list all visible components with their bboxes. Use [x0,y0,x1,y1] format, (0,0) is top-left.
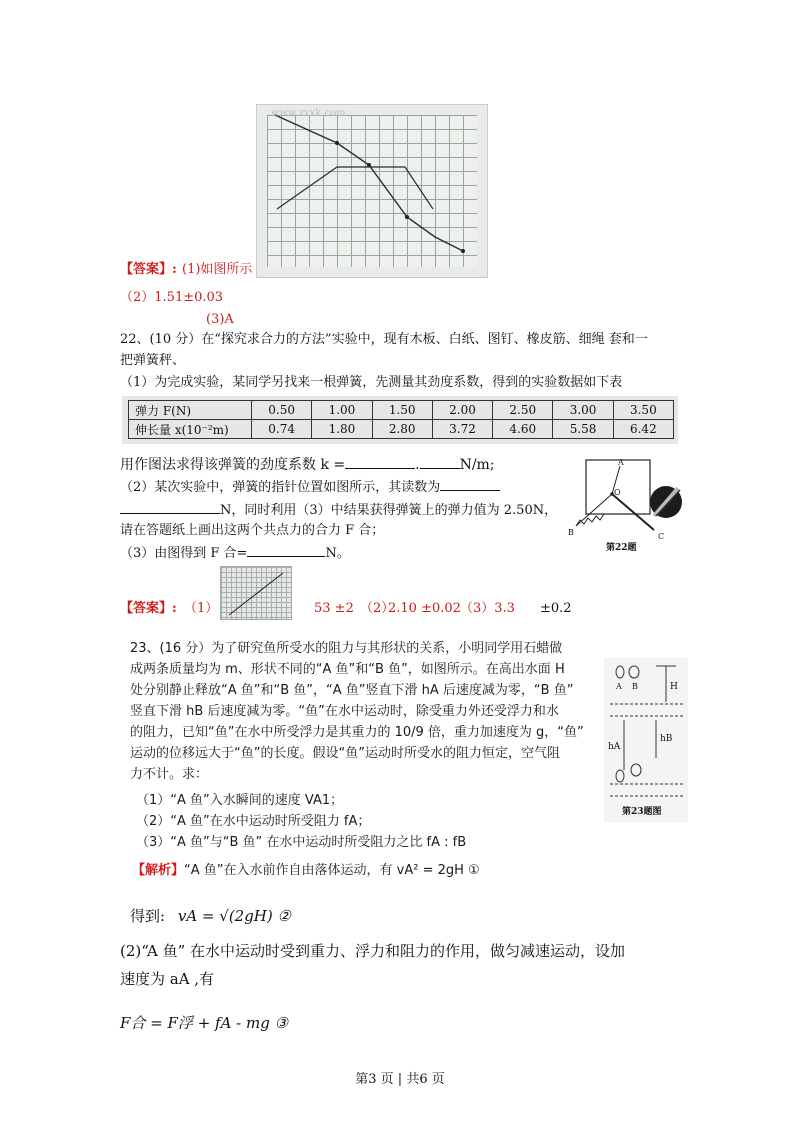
table-cell: 3.72 [432,420,492,439]
q23-line: 成两条质量均为 m、形状不同的“A 鱼”和“B 鱼”，如图所示。在高出水面 H [130,662,565,677]
q23-result [130,903,291,929]
q22-fig-label-b: B [568,528,574,537]
q23-fig-label-h: H [670,682,678,692]
q22-answer-graph-line [221,567,291,619]
q22-header: 22、(10 分）在“探究求合力的方法”实验中，现有木板、白纸、图钉、橡皮筋、细绳 套和一 [120,332,648,347]
q23-analysis-text: “A 鱼”在入水前作自由落体运动，有 vA² = 2gH ① [184,863,480,878]
answer-blank [120,501,220,514]
q21-answer-part3: (3)A [206,312,234,327]
q22-answer-p1: （1） [184,601,219,616]
q21-watermark: www.zxxk.com [271,108,346,119]
table-cell: 0.50 [252,401,312,420]
q21-answer-part1: (1)如图所示 [182,262,253,277]
q23-fig-label-b: B [632,682,638,691]
q23-analysis-label: 【解析】 [132,863,185,878]
q22-line6 [120,544,350,563]
q23-body [130,638,600,785]
table-row-label: 弹力 F(N) [129,401,252,420]
table-cell: 3.00 [553,401,613,420]
q23-fig-label-ha: hA [608,742,621,752]
table-cell: 2.00 [432,401,492,420]
q22-line6-text: （3）由图得到 F 合= [120,546,248,561]
q22-line5: 请在答题纸上画出这两个共点力的合力 F 合； [120,523,385,538]
q23-fig-label-hb: hB [660,734,673,744]
table-cell: 1.80 [312,420,372,439]
q22-line1: （1）为完成实验，某同学另找来一根弹簧，先测量其劲度系数，得到的实验数据如下表 [120,375,623,390]
q23-part2-line2: 速度为 aA ,有 [120,970,215,988]
q21-graph-image [256,104,488,278]
table-row-label: 伸长量 x(10⁻²m) [129,420,252,439]
q22-header-2: 把弹簧秤、 [120,353,186,368]
q22-line2-text: 用作图法求得该弹簧的劲度系数 k = [120,457,346,473]
q23-line: 的阻力，已知“鱼”在水中所受浮力是其重力的 10/9 倍，重力加速度为 g，“鱼” [130,725,584,740]
q22-fig-label-c: C [658,532,665,541]
answer-blank [440,478,500,491]
answer-blank [247,544,325,557]
q23-sub1: （1）“A 鱼”入水瞬间的速度 VA1； [136,793,344,808]
q21-answer-label: 【答案】: [120,262,177,277]
q23-figure [604,658,688,822]
table-cell: 1.00 [312,401,372,420]
q23-fig-caption: 第23题图 [622,807,662,817]
q23-sub2: （2）“A 鱼”在水中运动时所受阻力 fA； [136,814,371,829]
q21-answer-part2: （2）1.51±0.03 [120,290,224,305]
q22-line4 [120,501,557,520]
table-cell: 0.74 [252,420,312,439]
q23-line: 力不计。求： [130,767,209,782]
q22-fig-label-a: A [618,458,624,467]
q23-fig-label-a: A [616,682,622,691]
q22-line6-unit: N。 [325,546,350,561]
q23-result-prefix: 得到: [130,907,166,925]
q23-part2-line1: (2)“A 鱼” 在水中运动时受到重力、浮力和阻力的作用，做匀减速运动，设加 [120,942,626,960]
q22-answer-p2: （2） [360,601,395,616]
q22-answer-p1-value: 53 ±2 [314,601,354,616]
q22-fig-caption: 第22题 [606,543,637,553]
q22-answer-p2-value: 2.10 ±0.02 [388,601,461,616]
q23-line: 处分别静止释放“A 鱼”和“B 鱼”，“A 鱼”竖直下滑 hA 后速度减为零，“B 鱼” [130,683,574,698]
q22-answer-label: 【答案】: [120,601,177,616]
q23-analysis [132,860,480,881]
q23-sub3: （3）“A 鱼”与“B 鱼” 在水中运动时所受阻力之比 fA : fB [136,835,467,850]
q23-line: 23、(16 分）为了研究鱼所受水的阻力与其形状的关系，小明同学用石蜡做 [130,641,563,656]
table-cell: 3.50 [613,401,673,420]
q21-graph-lines [257,105,487,277]
q22-line2-unit: N/m; [459,457,495,473]
q22-line3 [120,478,500,497]
table-cell: 2.50 [493,401,553,420]
q22-line3-text: （2）某次实验中，弹簧的指针位置如图所示，其读数为 [120,480,441,495]
q23-result-formula: vA = √(2gH) ② [177,907,291,925]
q22-data-table [128,400,674,439]
table-row [129,401,674,420]
q22-answer-p3: （3）3.3 [460,601,515,616]
answer-blank [345,456,415,469]
q22-fig-label-o: O [614,488,621,497]
table-cell: 1.50 [372,401,432,420]
q23-line: 竖直下滑 hB 后速度减为零。“鱼”在水中运动时，除受重力外还受浮力和水 [130,704,559,719]
q22-line4-text: N，同时利用（3）中结果获得弹簧上的弹力值为 2.50N， [220,503,558,518]
answer-blank [420,456,460,469]
q23-line: 运动的位移远大于“鱼”的长度。假设“鱼”运动时所受水的阻力恒定，空气阻 [130,746,560,761]
q22-answer-graph [220,566,292,620]
table-cell: 4.60 [493,420,553,439]
page-footer: 第3 页 | 共6 页 [355,1072,445,1087]
q22-figure [562,458,684,556]
table-cell: 2.80 [372,420,432,439]
q22-answer-p3-tolerance: ±0.2 [540,601,572,616]
table-cell: 5.58 [553,420,613,439]
table-row [129,420,674,439]
table-cell: 6.42 [613,420,673,439]
q23-eq3: F合 = F浮 + fA - mg ③ [120,1014,289,1032]
q22-line2: 用作图法求得该弹簧的劲度系数 k = . N/m; [120,457,495,473]
q22-data-table-wrap [122,396,678,444]
